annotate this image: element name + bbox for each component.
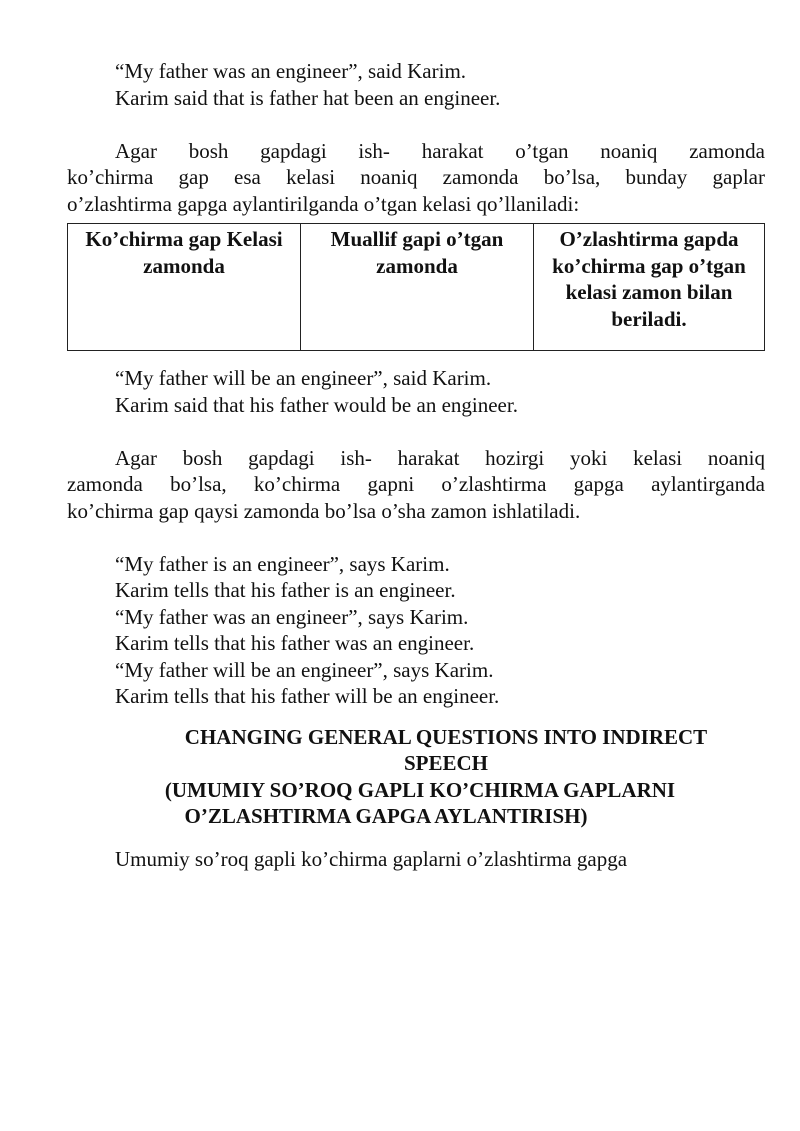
example-line: Karim tells that his father will be an engineer. xyxy=(115,684,500,708)
example-line: “My father is an engineer”, says Karim. xyxy=(115,551,450,576)
rule-table xyxy=(67,223,765,351)
document-page xyxy=(67,58,765,872)
table-cell-direct-speech: Ko’chirma gap Kelasi zamonda xyxy=(68,224,301,351)
heading-line: SPEECH xyxy=(403,751,489,775)
example-line: “My father will be an engineer”, says Karim. xyxy=(115,657,494,682)
table-cell-author-speech: Muallif gapi o’tgan zamonda xyxy=(301,224,534,351)
paragraph-line: Agar bosh gapdagi ish- harakat hozirgi yoki kelasi noaniq xyxy=(115,445,765,470)
example-quote-line: “My father will be an engineer”, said Karim. xyxy=(115,366,492,390)
example-reported-line: Karim said that his father would be an engineer. xyxy=(115,392,518,417)
table-cell-indirect-speech: O’zlashtirma gapda ko’chirma gap o’tgan kelasi zamon bilan beriladi. xyxy=(534,224,765,351)
paragraph-line: Agar bosh gapdagi ish- harakat o’tgan noaniq zamonda xyxy=(115,138,765,163)
paragraph-line: o’zlashtirma gapga aylantirilganda o’tgan kelasi qo’llaniladi: xyxy=(67,191,580,216)
example-quote-line: “My father was an engineer”, said Karim. xyxy=(115,59,467,83)
heading-line: O’ZLASHTIRMA GAPGA AYLANTIRISH) xyxy=(184,804,588,828)
paragraph-line: Umumiy so’roq gapli ko’chirma gaplarni o’zlashtirma gapga xyxy=(115,846,628,871)
section-heading xyxy=(67,724,765,830)
example-line: Karim tells that his father was an engineer. xyxy=(115,631,475,655)
paragraph-line: zamonda bo’lsa, ko’chirma gapni o’zlashtirma gapga aylantirganda xyxy=(67,472,765,496)
paragraph-line: ko’chirma gap qaysi zamonda bo’lsa o’sha zamon ishlatiladi. xyxy=(67,498,581,523)
paragraph-line: ko’chirma gap esa kelasi noaniq zamonda bo’lsa, bunday gaplar xyxy=(67,165,765,189)
heading-line: CHANGING GENERAL QUESTIONS INTO INDIRECT xyxy=(184,724,708,749)
heading-line: (UMUMIY SO’ROQ GAPLI KO’CHIRMA GAPLARNI xyxy=(164,777,676,802)
example-line: “My father was an engineer”, says Karim. xyxy=(115,604,469,629)
example-line: Karim tells that his father is an engineer. xyxy=(115,578,456,602)
table-row xyxy=(68,224,765,351)
example-reported-line: Karim said that is father hat been an engineer. xyxy=(115,85,501,110)
